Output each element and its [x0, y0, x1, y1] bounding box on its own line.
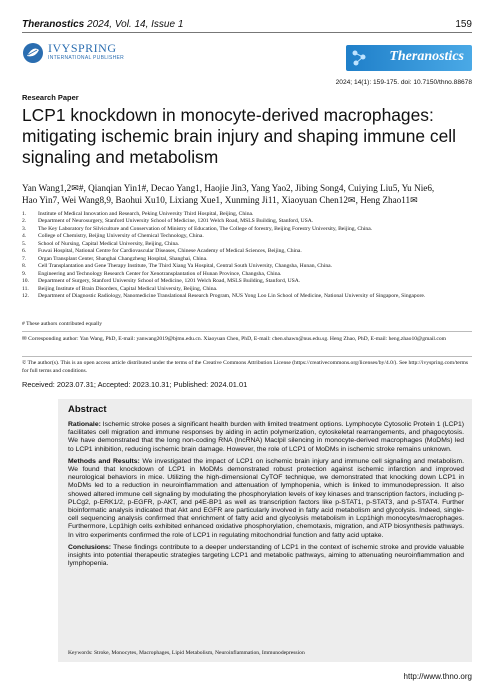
affiliation-number: 4.: [22, 233, 27, 240]
affiliation-list: [22, 211, 472, 300]
affiliation-number: 9.: [22, 270, 27, 277]
affiliation-text: School of Nursing, Capital Medical University, Beijing, China.: [38, 240, 180, 247]
affiliation-number: 11.: [22, 285, 29, 292]
paper-title: LCP1 knockdown in monocyte-derived macrophages: mitigating ischemic brain injury and shaping immune cell signaling and metabolism: [22, 105, 457, 167]
license-text: © The author(s). This is an open access article distributed under the terms of the Creative Commons Attribution License (https://creativecommons.org/licenses/by/4.0/). See http://ivyspring.com/terms for full terms and conditions.: [22, 360, 469, 374]
affiliation-item: [22, 271, 472, 278]
journal-name: Theranostics: [22, 19, 85, 30]
conclusions-text: These findings contribute to a deeper understanding of LCP1 in the context of ischemic stroke and provide valuable insights into potential therapeutic strategies targeting LCP1 and metabolic pathways, aiming to attenuating neuroinflammation and lymphopenia.: [68, 543, 464, 568]
corresponding-author: ✉ Corresponding author: Yan Wang, PhD, E-mail: yanwang2019@bjmu.edu.cn. Xiaoyuan Chen, PhD, E-mail: chen.shawn@nus.edu.sg. Heng Zhao, PhD, E-mail: heng.zhao10@gmail.com: [22, 336, 446, 342]
affiliation-number: 7.: [22, 255, 27, 262]
ivyspring-leaf-icon: [22, 42, 44, 64]
affiliation-number: 1.: [22, 211, 27, 217]
affiliation-number: 3.: [22, 225, 27, 232]
header-rule: [22, 32, 472, 33]
methods-label: Methods and Results:: [68, 457, 140, 465]
affiliation-text: Department of Surgery, Stanford University School of Medicine, 1201 Welch Road, MSLS Building, Stanford, USA.: [38, 278, 301, 285]
abstract-heading: Abstract: [68, 404, 107, 415]
publication-dates: Received: 2023.07.31; Accepted: 2023.10.31; Published: 2024.01.01: [22, 380, 248, 389]
affiliation-number: 10.: [22, 278, 29, 285]
abstract-rationale: [68, 421, 464, 454]
citation-line: 2024; 14(1): 159-175. doi: 10.7150/thno.88678: [335, 79, 472, 86]
affiliation-text: Department of Diagnostic Radiology, Nanomedicine Translational Research Program, NUS Yong Loo Lin School of Medicine, National University of Singapore, Singapore.: [38, 292, 426, 299]
page-number: 159: [455, 19, 472, 30]
divider: [22, 356, 472, 357]
molecule-icon: [350, 48, 368, 68]
rationale-text: Ischemic stroke poses a significant health burden with limited treatment options. Lymphocyte Cytosolic Protein 1 (LCP1) facilitates cell migration and immune responses by aiding in actin polymerization, cytoskeletal rearrangements, and phagocytosis. We have demonstrated that the long non-coding RNA (lncRNA) Maclpil silencing in monocyte-derived macrophages (MoDMs) led to LCP1 inhibition, reducing ischemic brain damage. However, the role of LCP1 of MoDMs in ischemic stroke remains unknown.: [68, 421, 464, 453]
abstract-conclusions: [68, 544, 464, 569]
affiliation-text: Organ Transplant Center, Shanghai Changzheng Hospital, Shanghai, China.: [38, 255, 208, 262]
affiliation-text: Department of Neurosurgery, Stanford University School of Medicine, 1201 Welch Road, MSLS Building, Stanford, USA.: [38, 218, 314, 225]
affiliation-text: Cell Transplantation and Gene Therapy Institute, The Third Xiang Ya Hospital, Central South University, Changsha, Hunan, China.: [38, 263, 333, 270]
affiliation-item: [22, 293, 472, 300]
affiliation-text: Beijing Institute of Brain Disorders, Capital Medical University, Beijing, China.: [38, 285, 218, 292]
affiliation-number: 2.: [22, 218, 27, 225]
abstract-body: [68, 421, 464, 572]
affiliation-text: College of Chemistry, Beijing University of Chemical Technology, China.: [38, 233, 204, 240]
affiliation-text: Fuwai Hospital, National Centre for Cardiovascular Diseases, Chinese Academy of Medical Sciences, Beijing, China.: [38, 248, 302, 255]
affiliation-item: [22, 233, 472, 240]
affiliation-item: [22, 286, 472, 293]
affiliation-item: [22, 263, 472, 270]
author-line-1: Yan Wang1,2✉#, Qianqian Yin1#, Decao Yang1, Haojie Jin3, Yang Yao2, Jibing Song4, Cuiying Liu5, Yu Nie6,: [22, 183, 435, 193]
research-type: Research Paper: [22, 93, 79, 102]
affiliation-text: Engineering and Technology Research Center for Xenotransplantation of Hunan Province, Changsha, China.: [38, 270, 282, 277]
journal-brand-name: Theranostics: [389, 49, 464, 64]
author-list: [22, 182, 472, 206]
affiliation-text: The Key Laboratory for Silviculture and Conservation of Ministry of Education, The College of forestry, Beijing Forestry University, Beijing, China.: [38, 225, 373, 232]
footer-url-link[interactable]: http://www.thno.org: [403, 672, 472, 681]
methods-text: We investigated the impact of LCP1 on ischemic brain injury and immune cell signaling and metabolism. We found that knockdown of LCP1 in MoDMs demonstrated robust protection against ischemic infarction and improved neurological behaviors in mice. Utilizing the high-dimensional CyTOF technique, we demonstrated that knocking down LCP1 in MoDMs led to a reduction in neuroinflammation and attenuation of lymphopenia, which is linked to immunodepression. It also showed altered immune cell signaling by modulating the phosphorylation levels of key kinases and transcription factors, including p-PLCg2, p-ERK1/2, p-EGFR, p-AKT, and p4E-BP1 as well as transcription factors like p-STAT1, p-STAT3, and p-STAT4. Further bioinformatic analysis indicated that Akt and EGFR are particularly involved in fatty acid metabolism and glycolysis. Indeed, single-cell sequencing analysis confirmed that enrichment of fatty acid and glycolysis metabolism in Lcp1high monocytes/macrophages. Furthermore, Lcp1high cells exhibited enhanced oxidative phosphorylation, chemotaxis, migration, and ATP biosynthesis pathways. In vitro experiments confirmed the role of LCP1 in regulating mitochondrial function and fatty acid uptake.: [68, 457, 465, 539]
rationale-label: Rationale:: [68, 421, 101, 428]
affiliation-item: [22, 248, 472, 255]
conclusions-label: Conclusions:: [68, 543, 112, 551]
divider: [22, 331, 472, 332]
publisher-tagline: INTERNATIONAL PUBLISHER: [48, 55, 125, 61]
affiliation-number: 8.: [22, 263, 27, 270]
running-header-journal: [22, 19, 183, 30]
equal-contribution-note: # These authors contributed equally: [22, 321, 103, 327]
affiliation-number: 5.: [22, 240, 27, 247]
affiliation-number: 12.: [22, 292, 29, 299]
journal-issue: 2024, Vol. 14, Issue 1: [84, 19, 184, 30]
keywords: Keywords: Stroke, Monocytes, Macrophages, Lipid Metabolism, Neuroinflammation, Immunodepression: [68, 650, 305, 656]
publisher-logo: [22, 40, 142, 68]
journal-brand-banner: [346, 45, 472, 71]
affiliation-item: [22, 278, 472, 285]
affiliation-item: [22, 218, 472, 225]
affiliation-text: Institute of Medical Innovation and Research, Peking University Third Hospital, Beijing, China.: [38, 211, 254, 217]
author-line-2: Hao Yin7, Wei Wang8,9, Baohui Xu10, Lixiang Xue1, Xunming Ji11, Xiaoyuan Chen12✉, Heng Zhao11✉: [22, 195, 418, 205]
affiliation-item: [22, 256, 472, 263]
abstract-box: [58, 399, 472, 662]
abstract-methods: [68, 458, 464, 540]
publisher-name: IVYSPRING: [48, 41, 117, 55]
affiliation-number: 6.: [22, 248, 27, 255]
